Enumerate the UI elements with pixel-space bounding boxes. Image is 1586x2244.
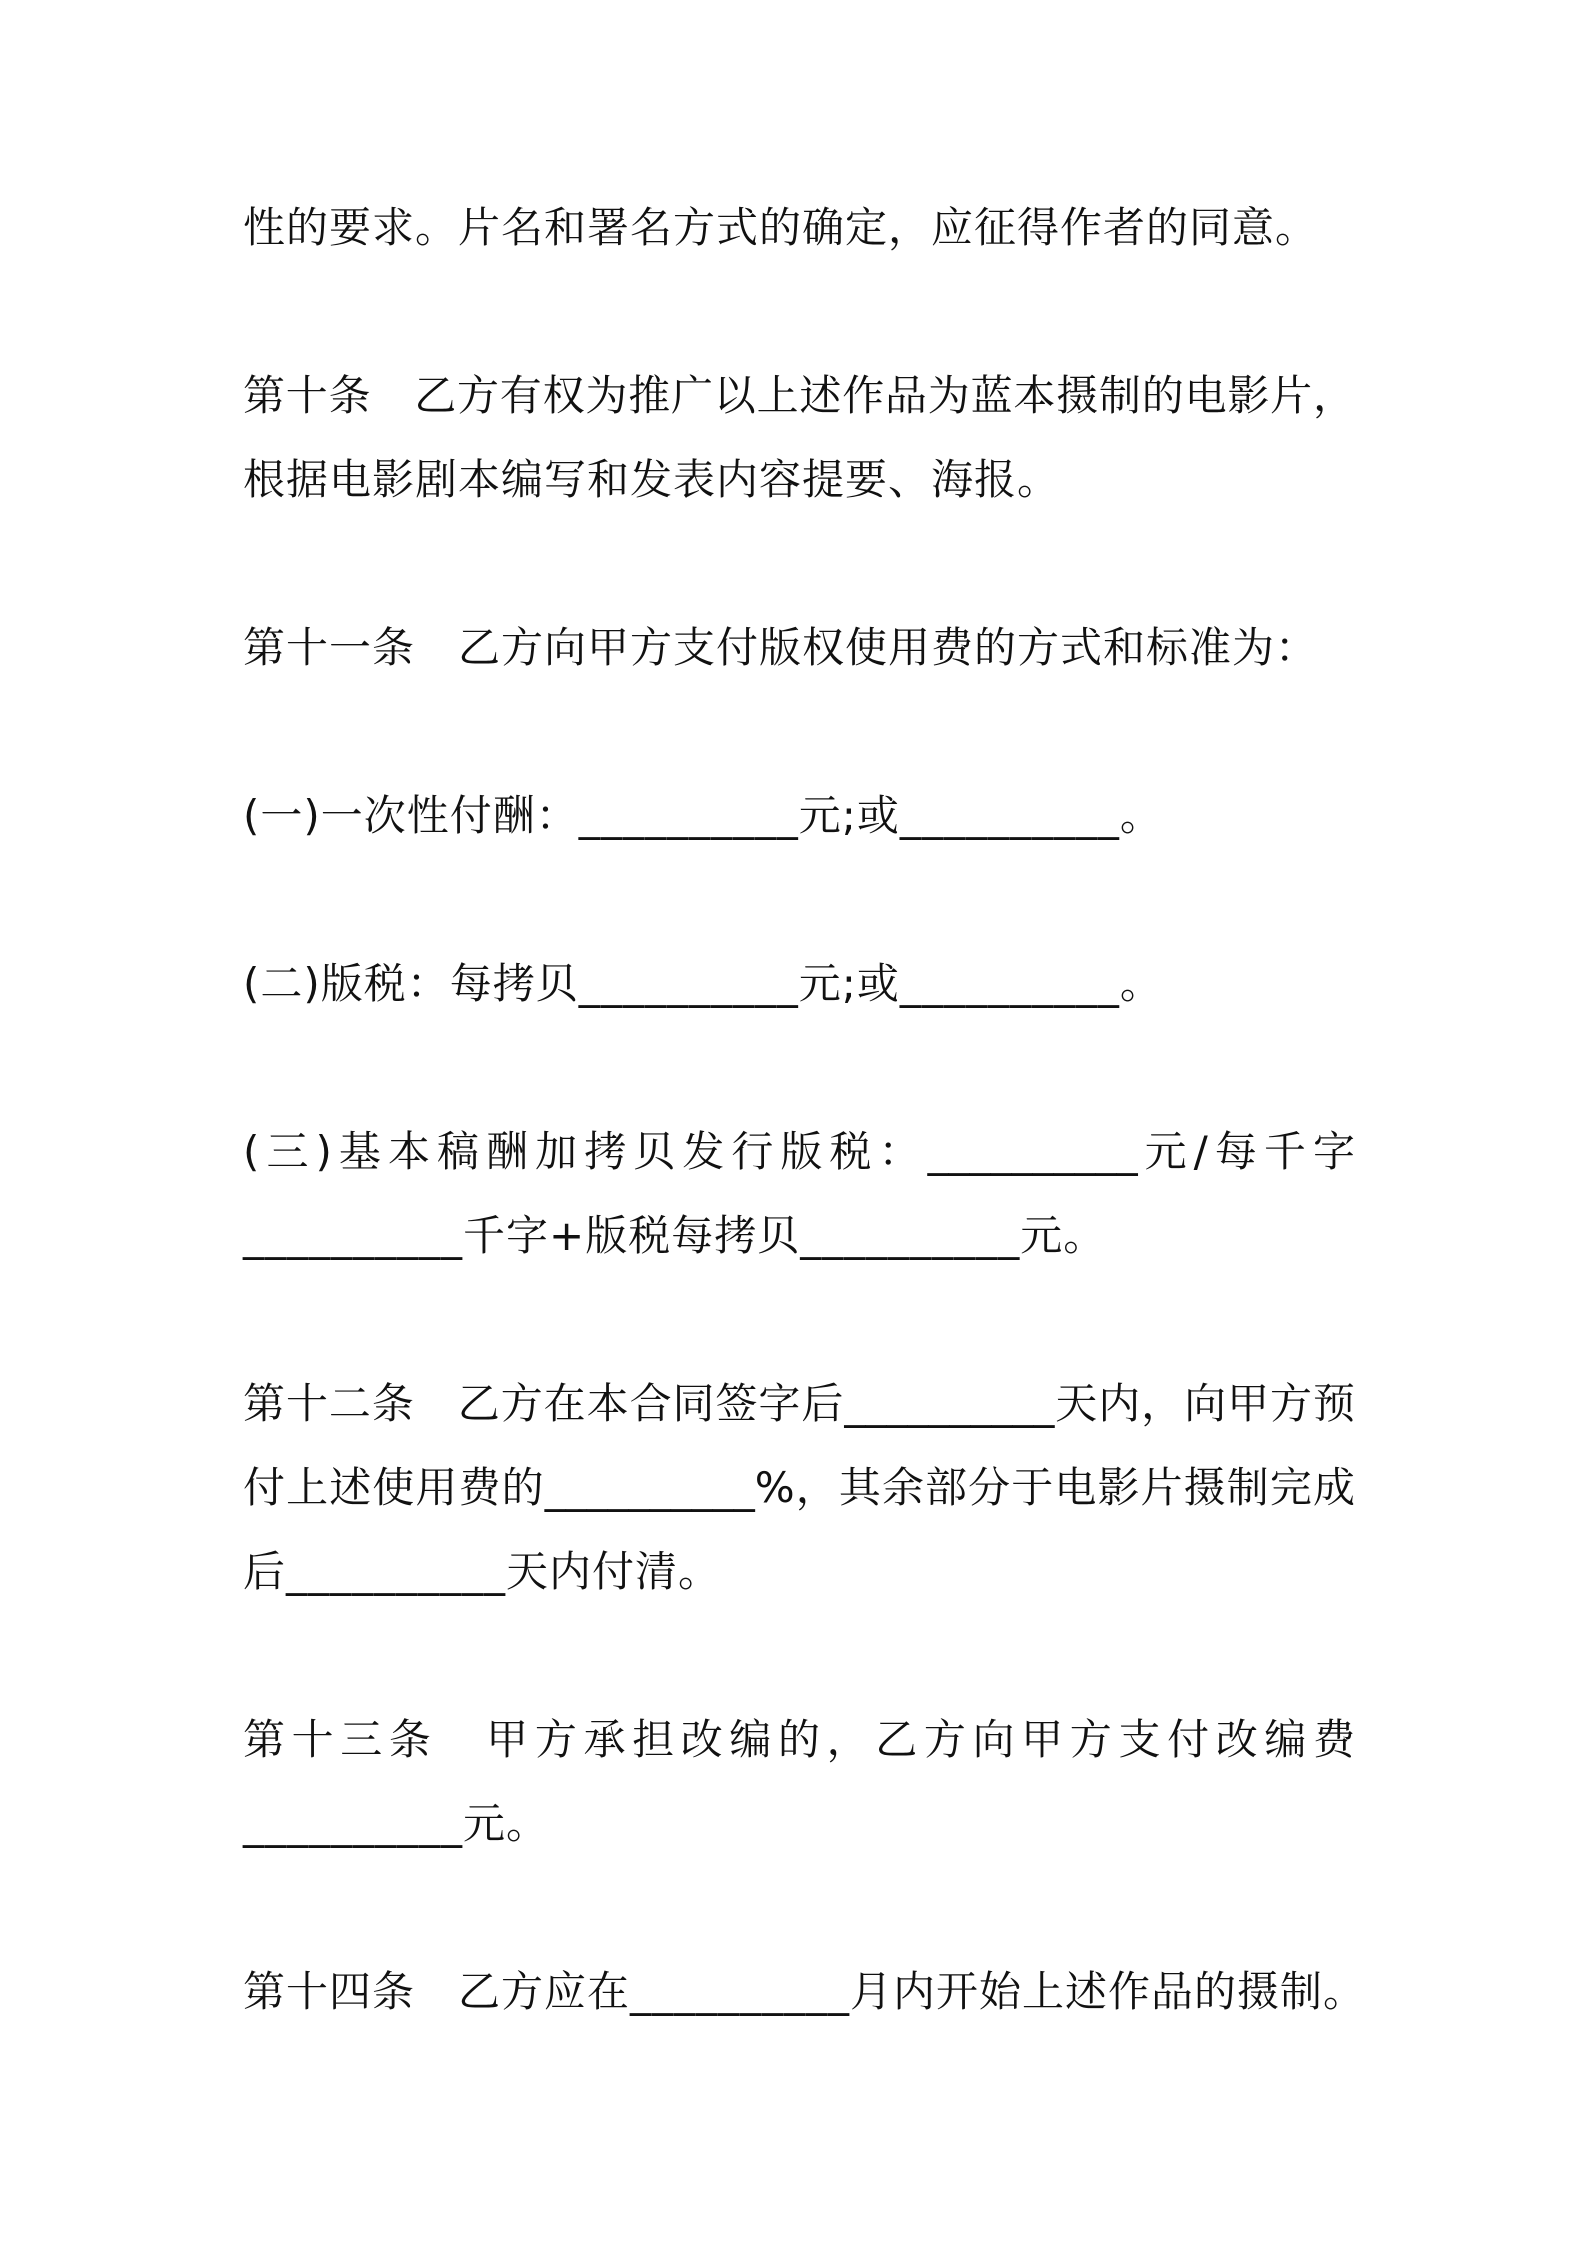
clause-11-item-1: (一)一次性付酬：__________元;或__________。 bbox=[243, 791, 1163, 840]
clause-13-line-2: __________元。 bbox=[243, 1799, 550, 1848]
clause-10-line-2: 根据电影剧本编写和发表内容提要、海报。 bbox=[243, 455, 1061, 504]
clause-12-line-3: 后__________天内付清。 bbox=[243, 1547, 722, 1596]
clause-11-item-3-line-1: (三)基本稿酬加拷贝发行版税：__________元/每千字 bbox=[243, 1127, 1355, 1176]
clause-11-heading: 第十一条 乙方向甲方支付版权使用费的方式和标准为： bbox=[243, 623, 1319, 672]
clause-14: 第十四条 乙方应在__________月内开始上述作品的摄制。 bbox=[243, 1967, 1367, 2016]
clause-9-continuation: 性的要求。片名和署名方式的确定，应征得作者的同意。 bbox=[243, 203, 1319, 252]
clause-12-line-2: 付上述使用费的__________%，其余部分于电影片摄制完成 bbox=[243, 1463, 1355, 1512]
clause-11-item-2: (二)版税：每拷贝__________元;或__________。 bbox=[243, 959, 1163, 1008]
clause-10-line-1: 第十条 乙方有权为推广以上述作品为蓝本摄制的电影片， bbox=[243, 371, 1355, 420]
clause-11-item-3-line-2: __________千字+版税每拷贝__________元。 bbox=[243, 1211, 1107, 1260]
clause-12-line-1: 第十二条 乙方在本合同签字后__________天内，向甲方预 bbox=[243, 1379, 1355, 1428]
clause-13-line-1: 第十三条 甲方承担改编的，乙方向甲方支付改编费 bbox=[243, 1715, 1355, 1764]
